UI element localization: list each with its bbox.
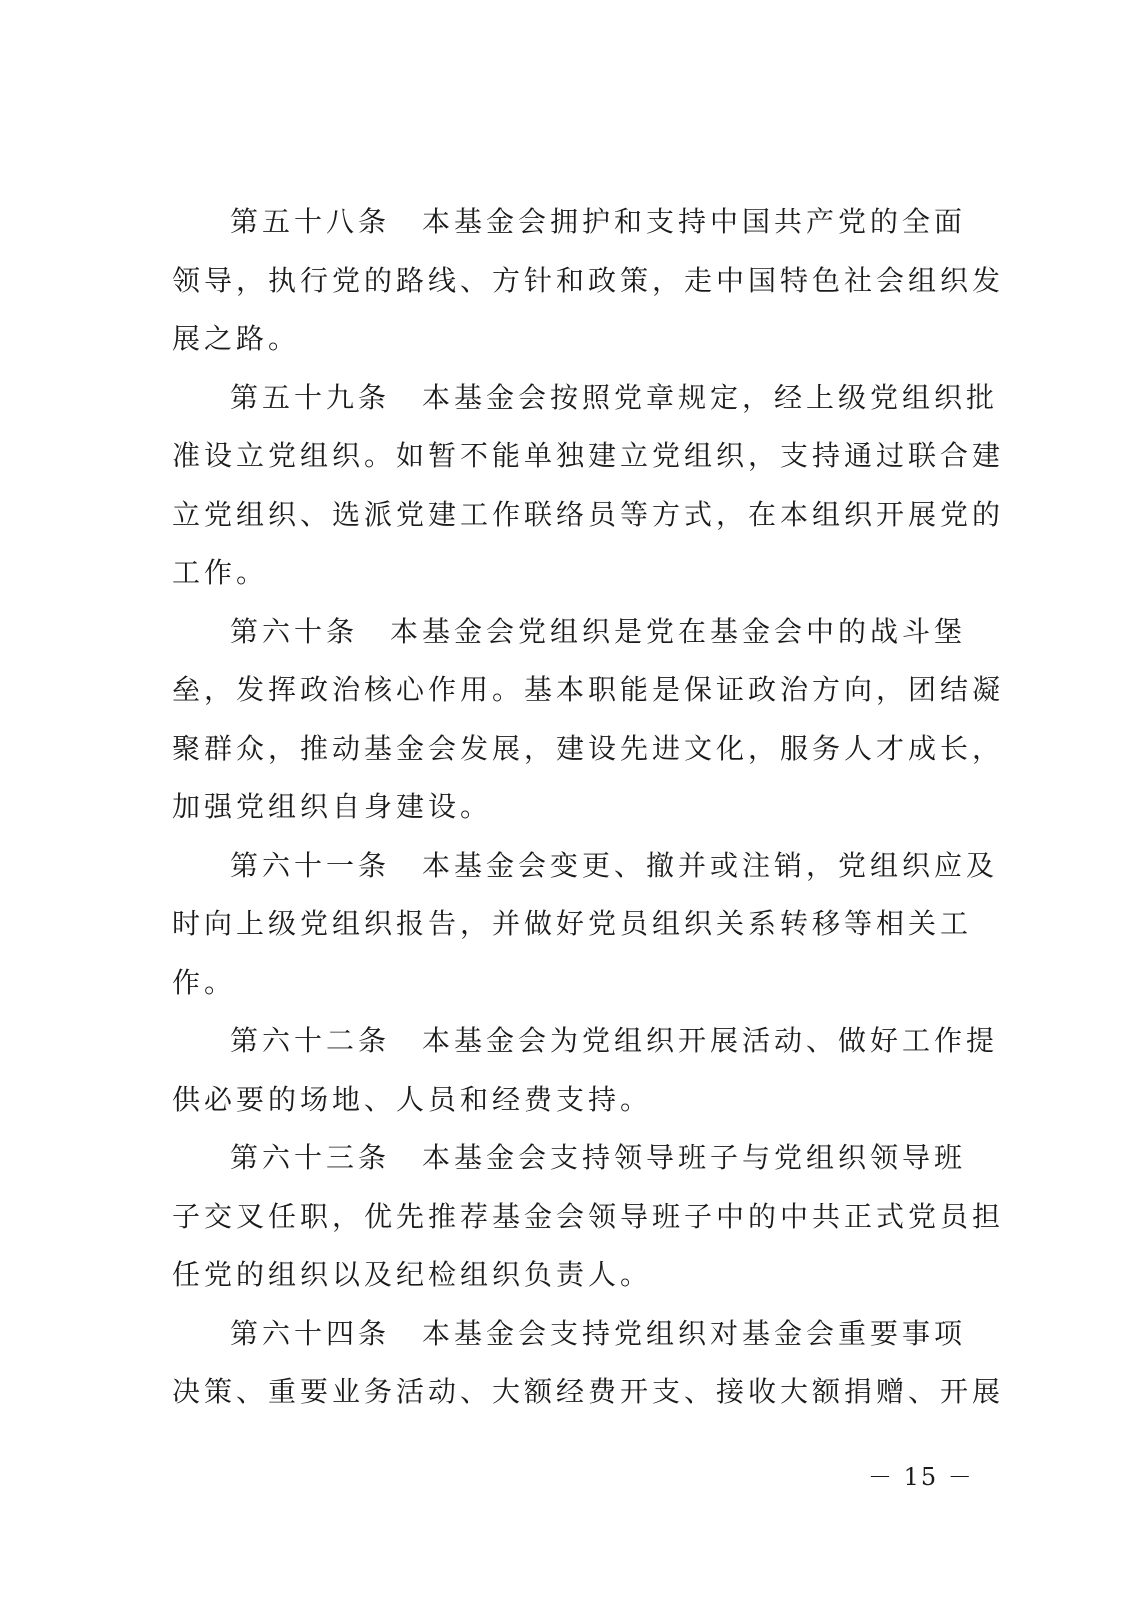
article-text: 本基金会变更、撤并或注销，党组织应及 <box>422 848 999 882</box>
article-text: 本基金会支持领导班子与党组织领导班 <box>422 1141 967 1174</box>
paragraph-line: 垒，发挥政治核心作用。基本职能是保证政治方向，团结凝 <box>172 673 1005 706</box>
paragraph-line: 子交叉任职，优先推荐基金会领导班子中的中共正式党员担 <box>172 1199 1005 1233</box>
article-text: 本基金会拥护和支持中国共产党的全面 <box>422 205 967 238</box>
article-64 <box>172 1305 1005 1422</box>
article-text: 本基金会支持党组织对基金会重要事项 <box>422 1316 967 1350</box>
article-number: 第六十二条 <box>230 1024 391 1057</box>
paragraph-line: 工作。 <box>172 556 269 589</box>
paragraph-line <box>172 1012 999 1071</box>
article-61 <box>172 837 999 1013</box>
article-number: 第六十条 <box>230 614 359 648</box>
article-text: 本基金会党组织是党在基金会中的战斗堡 <box>390 614 967 648</box>
paragraph-line <box>172 1305 967 1364</box>
paragraph-line: 聚群众，推动基金会发展，建设先进文化，服务人才成长， <box>172 731 1005 765</box>
article-59 <box>172 369 1005 603</box>
article-number: 第六十一条 <box>230 848 391 882</box>
paragraph-line: 立党组织、选派党建工作联络员等方式，在本组织开展党的 <box>172 497 1005 531</box>
paragraph-line <box>172 1129 967 1188</box>
page-number: － 15 － <box>868 1463 974 1491</box>
article-62 <box>172 1012 999 1129</box>
paragraph-line: 领导，执行党的路线、方针和政策，走中国特色社会组织发 <box>172 263 1005 297</box>
article-58 <box>172 193 1005 369</box>
article-number: 第五十八条 <box>230 205 391 238</box>
paragraph-line <box>172 369 999 428</box>
paragraph-line <box>172 837 999 896</box>
article-number: 第六十三条 <box>230 1141 391 1174</box>
document-body <box>172 193 1005 1422</box>
paragraph-line: 展之路。 <box>172 322 301 355</box>
paragraph-line: 加强党组织自身建设。 <box>172 790 493 823</box>
article-text: 本基金会按照党章规定，经上级党组织批 <box>422 380 999 414</box>
paragraph-line: 任党的组织以及纪检组织负责人。 <box>172 1258 653 1291</box>
paragraph-line <box>172 193 967 252</box>
paragraph-line: 时向上级党组织报告，并做好党员组织关系转移等相关工 <box>172 907 973 940</box>
paragraph-line: 供必要的场地、人员和经费支持。 <box>172 1082 653 1116</box>
paragraph-line: 作。 <box>172 965 237 999</box>
article-number: 第六十四条 <box>230 1316 391 1350</box>
paragraph-line <box>172 603 967 662</box>
article-63 <box>172 1129 1005 1305</box>
article-number: 第五十九条 <box>230 380 391 414</box>
article-text: 本基金会为党组织开展活动、做好工作提 <box>422 1024 999 1057</box>
paragraph-line: 决策、重要业务活动、大额经费开支、接收大额捐赠、开展 <box>172 1375 1005 1408</box>
article-60 <box>172 603 1005 837</box>
paragraph-line: 准设立党组织。如暂不能单独建立党组织，支持通过联合建 <box>172 439 1005 472</box>
